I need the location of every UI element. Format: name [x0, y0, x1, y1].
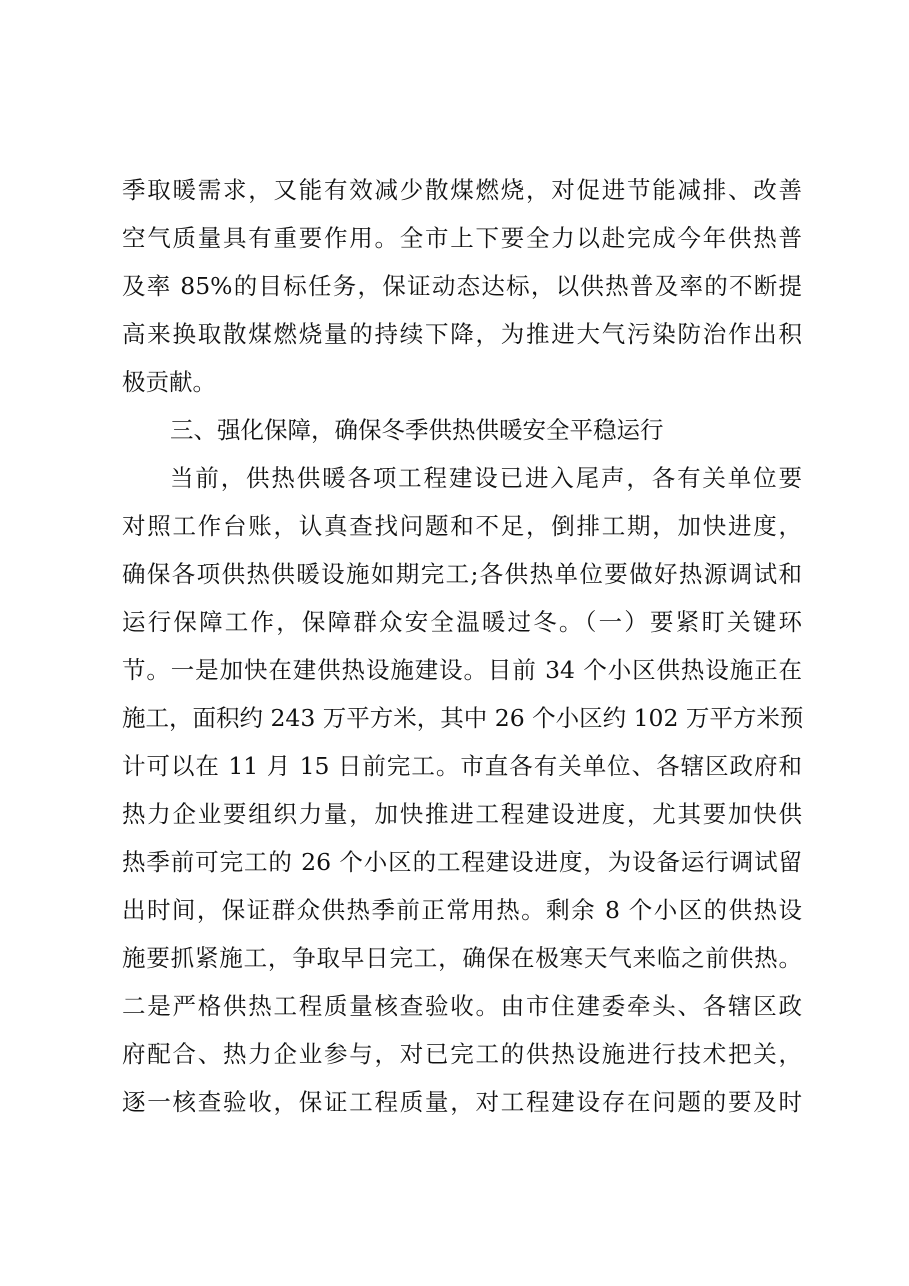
- paragraph-line-20: 逐一核查验收，保证工程质量，对工程建设存在问题的要及时: [122, 1088, 802, 1116]
- paragraph-line-10: 运行保障工作，保障群众安全温暖过冬。（一）要紧盯关键环: [122, 608, 802, 636]
- paragraph-line-17: 施要抓紧施工，争取早日完工，确保在极寒天气来临之前供热。: [122, 944, 802, 972]
- section-heading: 三、强化保障，确保冬季供热供暖安全平稳运行: [170, 416, 664, 444]
- paragraph-line-4: 高来换取散煤燃烧量的持续下降，为推进大气污染防治作出积: [122, 320, 802, 348]
- paragraph-line-1: 季取暖需求，又能有效减少散煤燃烧，对促进节能减排、改善: [122, 176, 802, 204]
- paragraph-line-8: 对照工作台账，认真查找问题和不足，倒排工期，加快进度，: [122, 512, 802, 540]
- paragraph-line-7: 当前，供热供暖各项工程建设已进入尾声，各有关单位要: [170, 464, 802, 492]
- paragraph-line-15: 热季前可完工的 26 个小区的工程建设进度，为设备运行调试留: [122, 848, 802, 876]
- paragraph-line-2: 空气质量具有重要作用。全市上下要全力以赴完成今年供热普: [122, 224, 802, 252]
- paragraph-line-5: 极贡献。: [122, 368, 216, 396]
- paragraph-line-3: 及率 85%的目标任务，保证动态达标，以供热普及率的不断提: [122, 272, 802, 300]
- paragraph-line-14: 热力企业要组织力量，加快推进工程建设进度，尤其要加快供: [122, 800, 802, 828]
- paragraph-line-18: 二是严格供热工程质量核查验收。由市住建委牵头、各辖区政: [122, 992, 802, 1020]
- paragraph-line-11: 节。一是加快在建供热设施建设。目前 34 个小区供热设施正在: [122, 656, 802, 684]
- paragraph-line-16: 出时间，保证群众供热季前正常用热。剩余 8 个小区的供热设: [122, 896, 802, 924]
- paragraph-line-19: 府配合、热力企业参与，对已完工的供热设施进行技术把关，: [122, 1040, 802, 1068]
- paragraph-line-12: 施工，面积约 243 万平方米，其中 26 个小区约 102 万平方米预: [122, 704, 804, 732]
- paragraph-line-9: 确保各项供热供暖设施如期完工;各供热单位要做好热源调试和: [122, 560, 802, 588]
- paragraph-line-13: 计可以在 11 月 15 日前完工。市直各有关单位、各辖区政府和: [122, 752, 802, 780]
